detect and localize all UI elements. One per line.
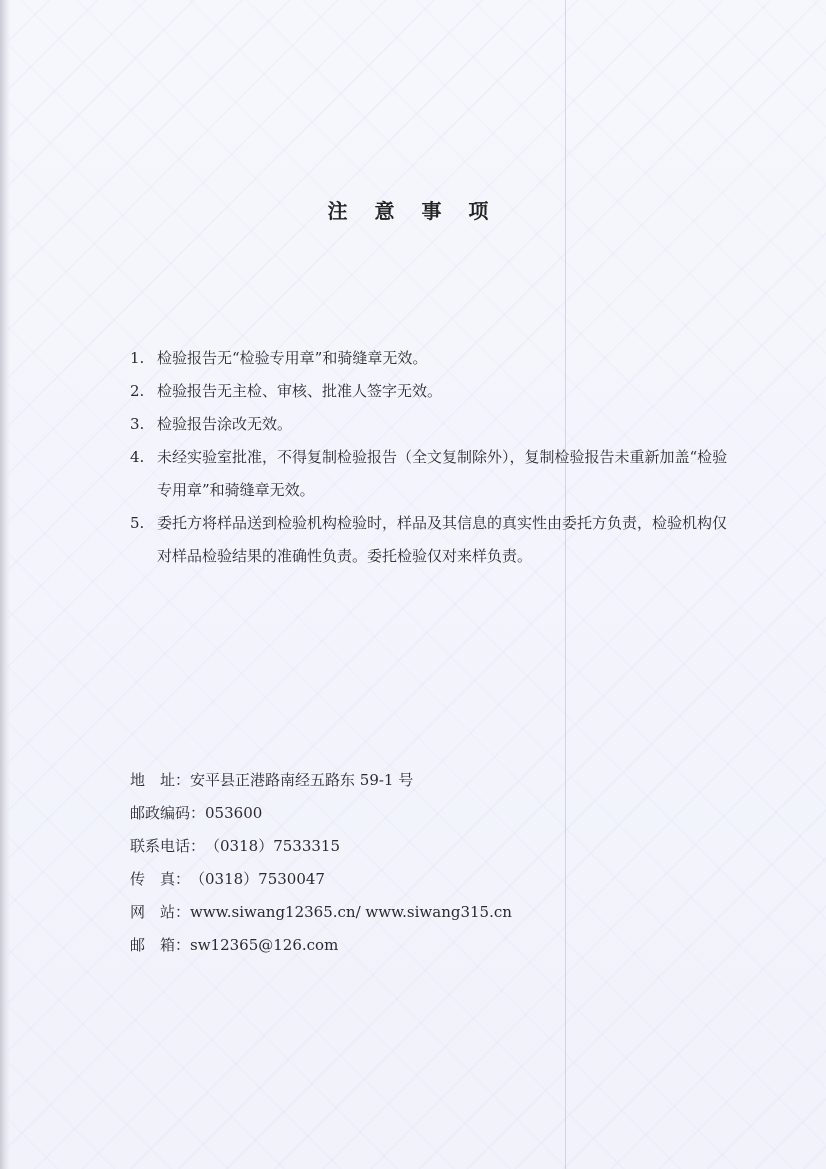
note-number: 4. <box>130 448 145 466</box>
list-item <box>130 408 730 441</box>
note-text: 未经实验室批准，不得复制检验报告（全文复制除外），复制检验报告未重新加盖“检验专用章”和骑缝章无效。 <box>157 448 728 499</box>
note-text: 委托方将样品送到检验机构检验时，样品及其信息的真实性由委托方负责，检验机构仅对样品检验结果的准确性负责。委托检验仅对来样负责。 <box>157 514 728 565</box>
postcode-value: 053600 <box>205 804 263 822</box>
email-label <box>130 929 190 962</box>
contact-website-row <box>130 896 512 929</box>
website-label-part: 网 <box>130 903 146 921</box>
contact-phone-row <box>130 830 512 863</box>
contact-info <box>130 764 512 962</box>
website-label-part: 站： <box>159 903 190 921</box>
contact-fax-row <box>130 863 512 896</box>
address-label-part: 地 <box>130 771 146 789</box>
list-item <box>130 375 730 408</box>
postcode-label: 邮政编码： <box>130 804 206 822</box>
fax-label <box>130 863 190 896</box>
page-left-edge-shadow <box>0 0 10 1169</box>
note-number: 5. <box>130 514 145 532</box>
phone-label: 联系电话： <box>130 837 206 855</box>
contact-address-row <box>130 764 512 797</box>
fax-value: （0318）7530047 <box>190 870 325 888</box>
phone-value: （0318）7533315 <box>205 837 340 855</box>
list-item <box>130 507 730 573</box>
note-number: 3. <box>130 415 145 433</box>
note-number: 1. <box>130 349 145 367</box>
address-label <box>130 764 190 797</box>
page-title: 注 意 事 项 <box>327 199 499 223</box>
note-text: 检验报告无主检、审核、批准人签字无效。 <box>157 382 443 400</box>
website-label <box>130 896 190 929</box>
list-item <box>130 441 730 507</box>
email-value: sw12365@126.com <box>190 936 339 954</box>
fax-label-part: 传 <box>130 870 146 888</box>
contact-postcode-row <box>130 797 512 830</box>
note-text: 检验报告涂改无效。 <box>157 415 293 433</box>
notes-list <box>130 342 730 573</box>
address-label-part: 址： <box>159 771 190 789</box>
email-label-part: 邮 <box>130 936 146 954</box>
address-value: 安平县正港路南经五路东 59-1 号 <box>190 771 414 789</box>
email-label-part: 箱： <box>159 936 190 954</box>
note-number: 2. <box>130 382 145 400</box>
note-text: 检验报告无“检验专用章”和骑缝章无效。 <box>157 349 428 367</box>
page-fold-line <box>565 0 566 1169</box>
fax-label-part: 真： <box>159 870 190 888</box>
contact-email-row <box>130 929 512 962</box>
list-item <box>130 342 730 375</box>
website-value: www.siwang12365.cn/ www.siwang315.cn <box>190 903 512 921</box>
